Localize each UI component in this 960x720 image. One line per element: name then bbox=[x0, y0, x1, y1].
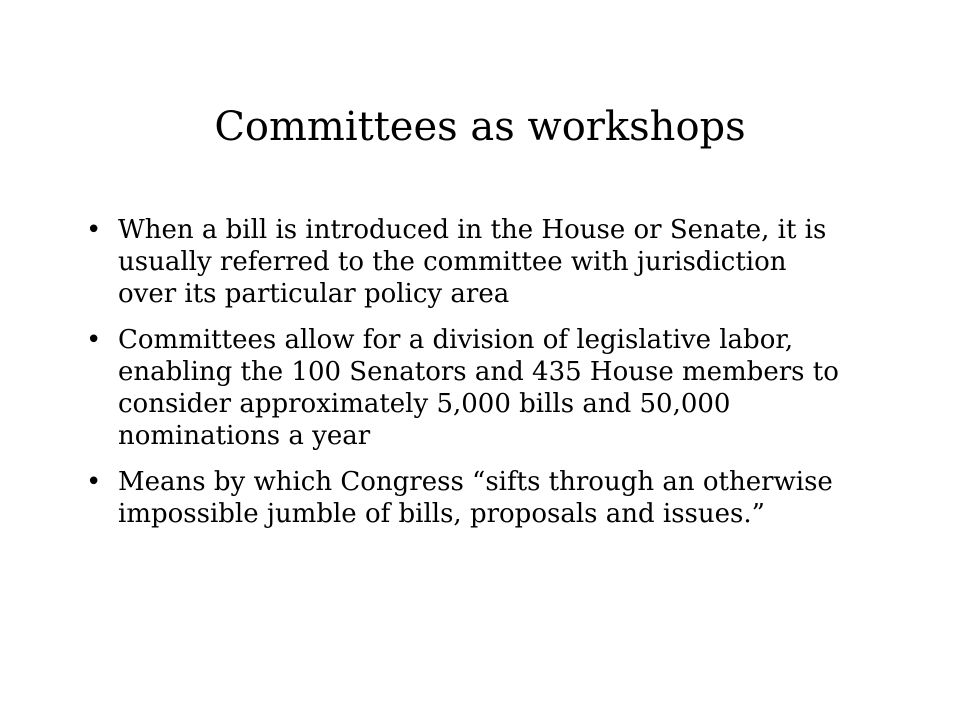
bullet-text: Committees allow for a division of legislative labor, enabling the 100 Senators and 435 House members to consider approximately 5,000 bills and 50,000 nominations a year bbox=[118, 325, 839, 451]
bullet-text: Means by which Congress “sifts through an otherwise impossible jumble of bills, proposals and issues.” bbox=[118, 467, 833, 529]
bullet-point-icon: • bbox=[86, 467, 102, 497]
bullet-item bbox=[86, 214, 848, 310]
bullet-point-icon: • bbox=[86, 215, 102, 245]
bullet-point-icon: • bbox=[86, 325, 102, 355]
slide-title: Committees as workshops bbox=[214, 104, 746, 150]
bullet-item bbox=[86, 324, 848, 452]
bullet-list bbox=[86, 214, 848, 544]
bullet-item bbox=[86, 466, 848, 530]
bullet-text: When a bill is introduced in the House or Senate, it is usually referred to the committee with jurisdiction over its particular policy area bbox=[118, 215, 827, 309]
